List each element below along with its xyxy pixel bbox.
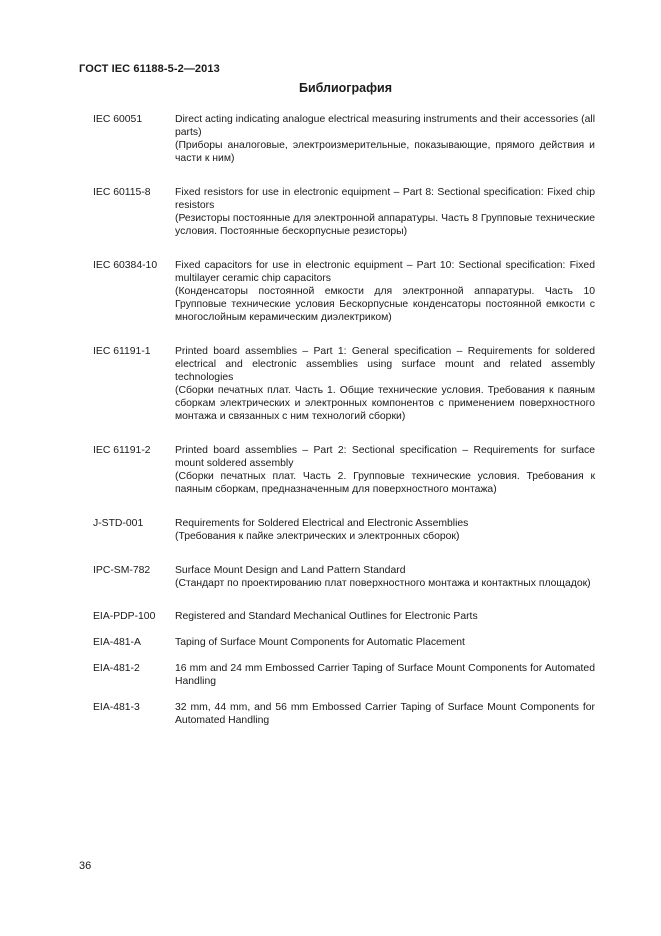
entry-english-title: Requirements for Soldered Electrical and Electronic Assemblies (175, 518, 469, 529)
entry-english-title: Printed board assemblies – Part 2: Sectional specification – Requirements for surface mount soldered assembly (175, 445, 595, 469)
bibliography-entry (93, 564, 595, 590)
entry-code: J-STD-001 (93, 518, 144, 529)
entry-code: IEC 60384-10 (93, 260, 158, 271)
bibliography-entry (93, 517, 595, 543)
entry-english-title: Fixed capacitors for use in electronic equipment – Part 10: Sectional specification: Fixed multilayer ceramic chip capacitors (175, 260, 595, 284)
entry-russian-title: (Конденсаторы постоянной емкости для электронной аппаратуры. Часть 10 Групповые технические условия Бескорпусные конденсаторы постоянной емкости с многослойным керамическим диэлектриком) (175, 286, 595, 323)
entry-code: EIA-481-3 (93, 702, 140, 713)
entry-code: IPC-SM-782 (93, 565, 151, 576)
entry-code: IEC 60051 (93, 114, 143, 125)
entry-text (175, 444, 595, 496)
bibliography-entry (93, 259, 595, 324)
entry-code: IEC 61191-1 (93, 346, 151, 357)
entry-english-title: Direct acting indicating analogue electrical measuring instruments and their accessories (all parts) (175, 114, 595, 138)
page-number: 36 (79, 860, 92, 872)
entry-text (175, 701, 595, 727)
entry-russian-title: (Сборки печатных плат. Часть 1. Общие технические условия. Требования к паяным сборкам электрических и электронных компонентов с применением поверхностного монтажа и связанных с ним технологий сборки) (175, 385, 595, 422)
entry-code: IEC 60115-8 (93, 187, 151, 198)
bibliography-entry (93, 636, 595, 649)
entry-text (175, 186, 595, 238)
bibliography-entry (93, 186, 595, 238)
entry-english-title: 16 mm and 24 mm Embossed Carrier Taping of Surface Mount Components for Automated Handling (175, 663, 595, 687)
entry-code: EIA-481-A (93, 637, 141, 648)
document-header: ГОСТ IEC 61188-5-2—2013 (79, 63, 220, 75)
entry-english-title: 32 mm, 44 mm, and 56 mm Embossed Carrier Taping of Surface Mount Components for Automated Handling (175, 702, 595, 726)
entry-code: IEC 61191-2 (93, 445, 151, 456)
entry-text (175, 517, 595, 543)
entry-english-title: Registered and Standard Mechanical Outlines for Electronic Parts (175, 611, 478, 622)
entry-text (175, 636, 595, 649)
entry-russian-title: (Требования к пайке электрических и электронных сборок) (175, 531, 460, 542)
entry-russian-title: (Стандарт по проектированию плат поверхностного монтажа и контактных площадок) (175, 578, 591, 589)
bibliography-list (93, 113, 595, 727)
bibliography-entry (93, 610, 595, 623)
entry-text (175, 345, 595, 423)
bibliography-entry (93, 345, 595, 423)
entry-code: EIA-481-2 (93, 663, 140, 674)
entry-text (175, 113, 595, 165)
entry-text (175, 259, 595, 324)
bibliography-entry (93, 444, 595, 496)
bibliography-entry (93, 701, 595, 727)
entry-code: EIA-PDP-100 (93, 611, 156, 622)
entry-russian-title: (Сборки печатных плат. Часть 2. Групповые технические условия. Требования к паяным сборкам, предназначенным для поверхностного монтажа) (175, 471, 595, 495)
entry-english-title: Surface Mount Design and Land Pattern Standard (175, 565, 406, 576)
bibliography-entry (93, 662, 595, 688)
entry-english-title: Fixed resistors for use in electronic equipment – Part 8: Sectional specification: Fixed chip resistors (175, 187, 595, 211)
bibliography-entry (93, 113, 595, 165)
entry-english-title: Taping of Surface Mount Components for Automatic Placement (175, 637, 465, 648)
page-title: Библиография (298, 81, 393, 95)
entry-russian-title: (Резисторы постоянные для электронной аппаратуры. Часть 8 Групповые технические условия. Постоянные бескорпусные резисторы) (175, 213, 595, 237)
entry-text (175, 610, 595, 623)
entry-russian-title: (Приборы аналоговые, электроизмерительные, показывающие, прямого действия и части к ним) (175, 140, 595, 164)
entry-text (175, 564, 595, 590)
entry-text (175, 662, 595, 688)
entry-english-title: Printed board assemblies – Part 1: General specification – Requirements for soldered electrical and electronic assemblies using surface mount and related assembly technologies (175, 346, 595, 383)
